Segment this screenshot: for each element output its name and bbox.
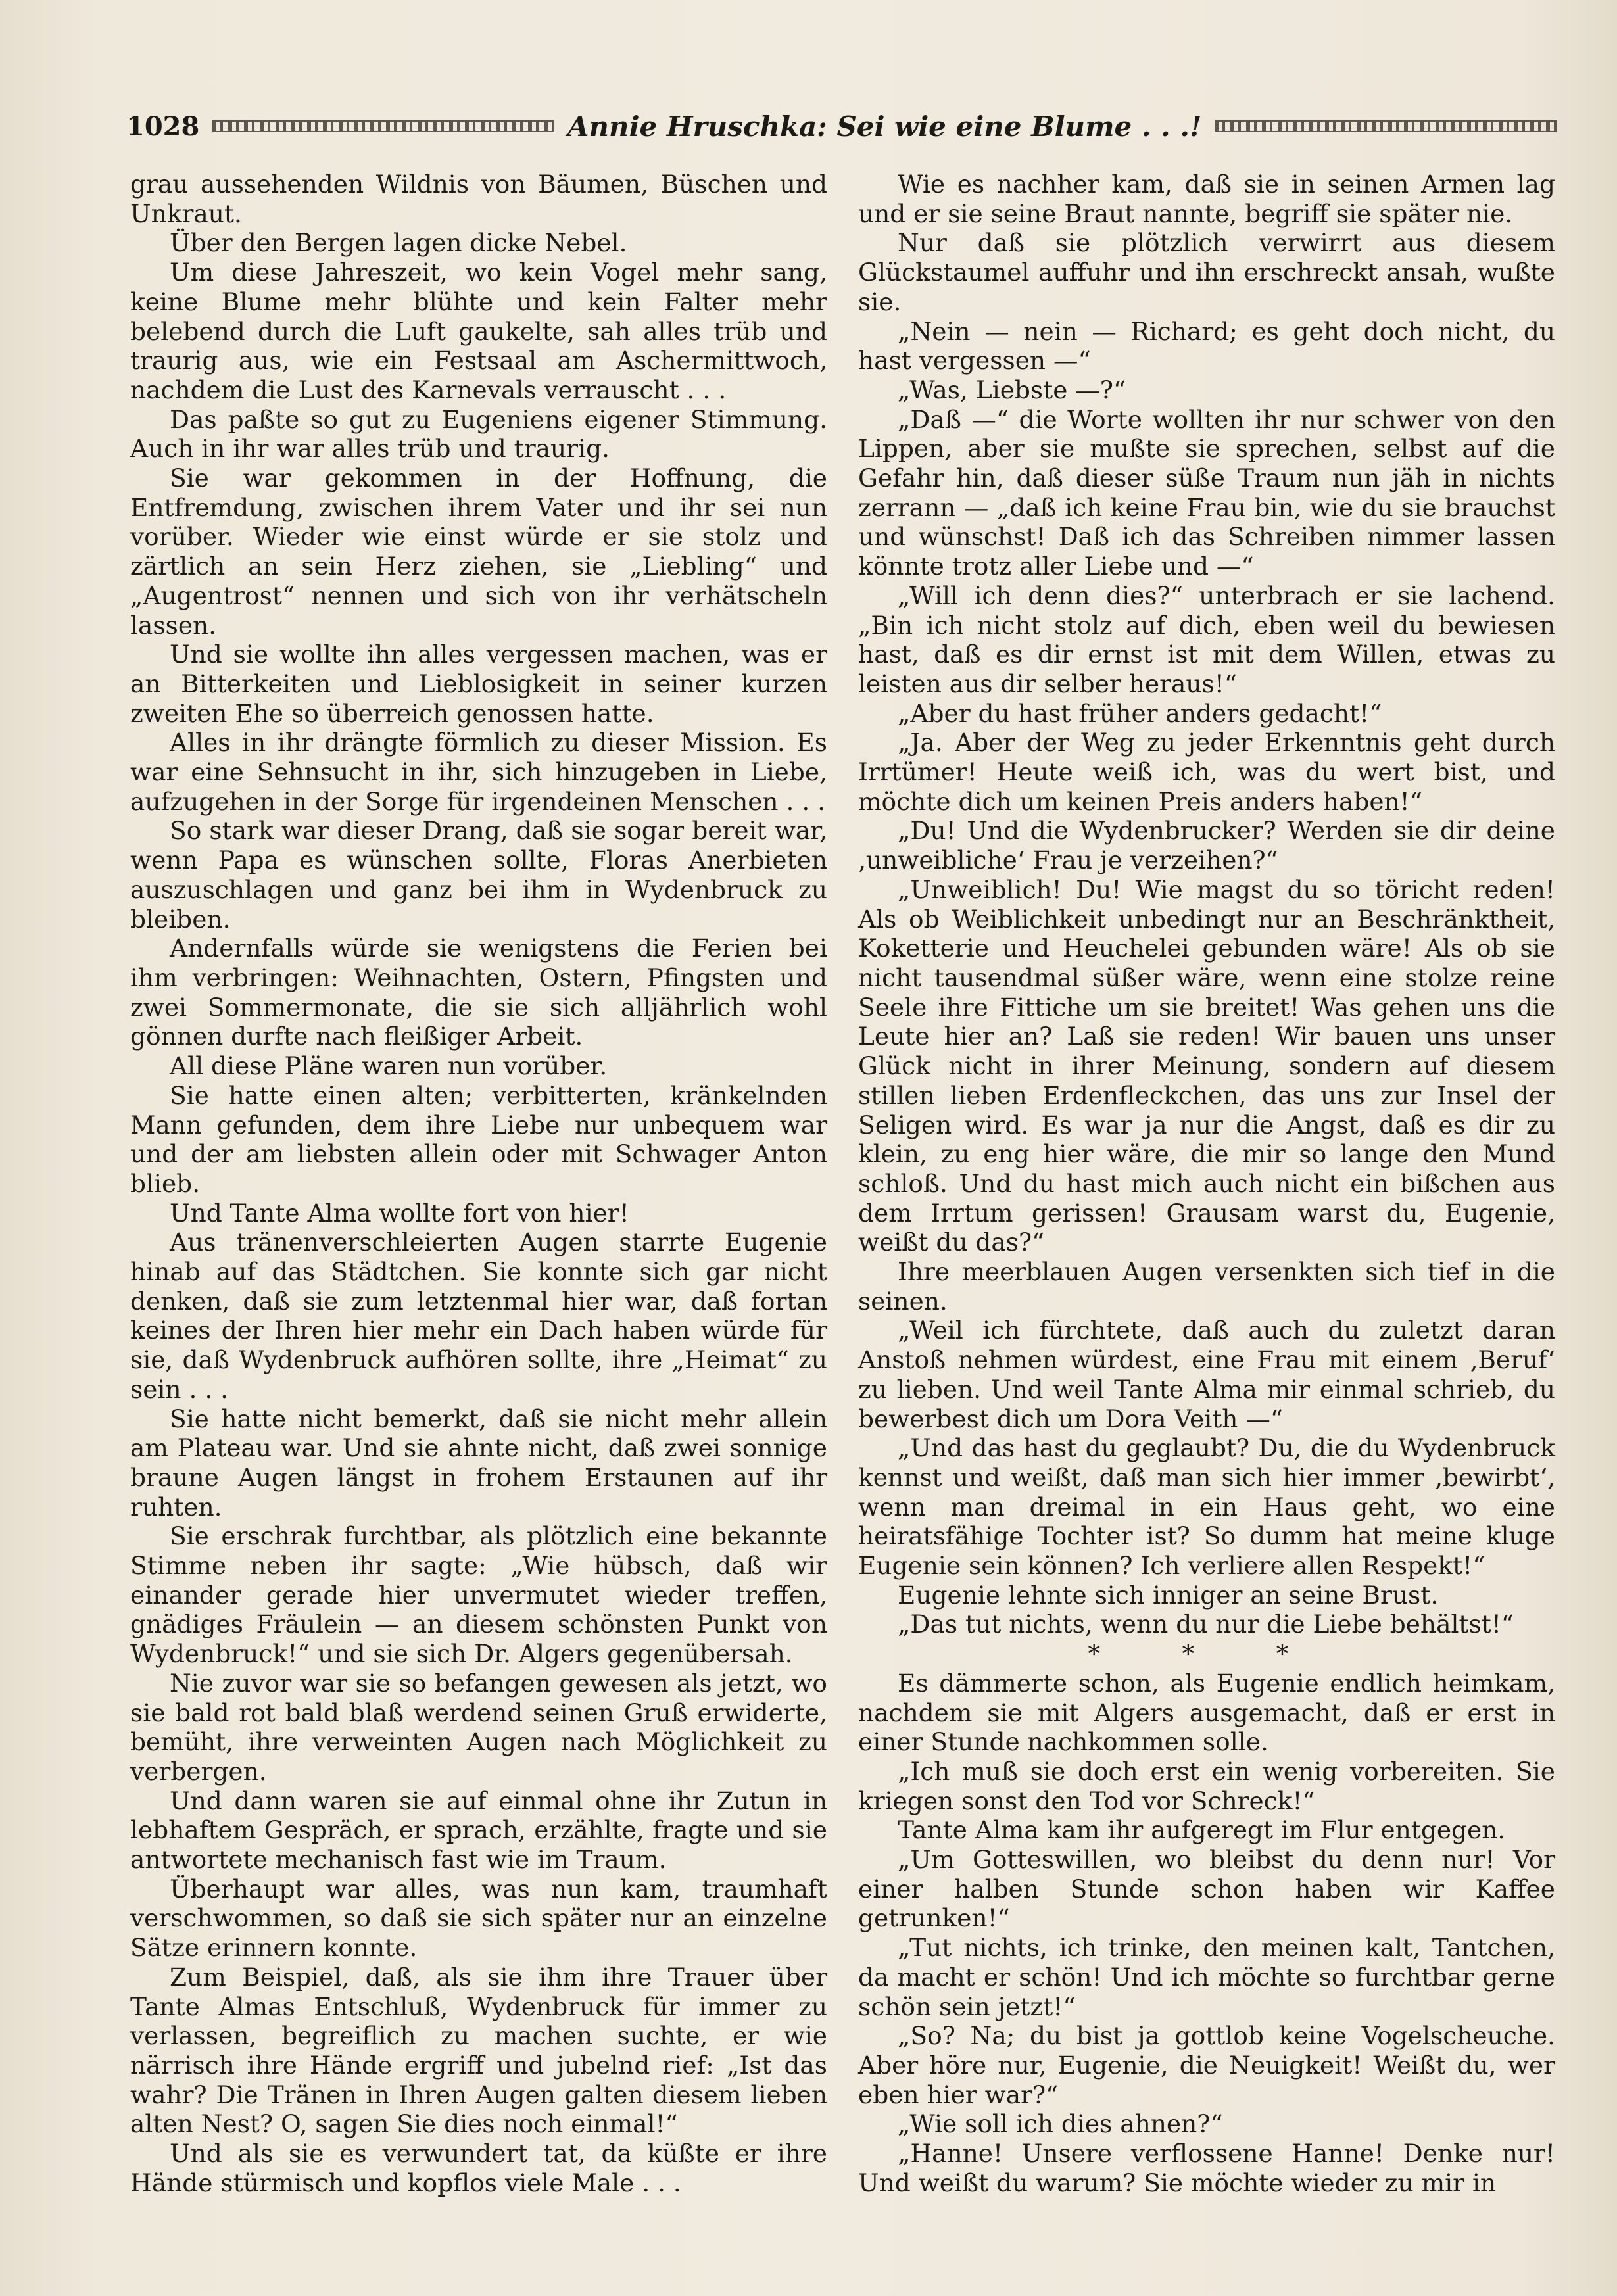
header-ornament-left [212,120,554,132]
paragraph: Alles in ihr drängte förmlich zu dieser Mission. Es war eine Sehnsucht in ihr, sich hinzugeben in Liebe, aufzugehen in der Sorge für irgendeinen Menschen . . . [130,728,827,816]
paragraph: „Ich muß sie doch erst ein wenig vorbereiten. Sie kriegen sonst den Tod vor Schreck!“ [858,1756,1555,1815]
paragraph: „Hanne! Unsere verflossene Hanne! Denke nur! Und weißt du warum? Sie möchte wieder zu mir in [858,2139,1555,2197]
paragraph: grau aussehenden Wildnis von Bäumen, Büschen und Unkraut. [130,170,827,228]
page-header [126,105,1557,147]
paragraph: Das paßte so gut zu Eugeniens eigener Stimmung. Auch in ihr war alles trüb und traurig. [130,404,827,464]
header-ornament-right [1215,120,1557,132]
page-number: 1028 [126,110,200,142]
paragraph: „Aber du hast früher anders gedacht!“ [898,698,1382,728]
right-column [858,170,1555,2198]
paragraph: „Ja. Aber der Weg zu jeder Erkenntnis geht durch Irrtümer! Heute weiß ich, was du wert bist, und möchte dich um keinen Preis anders haben!“ [858,728,1555,816]
left-column [130,170,827,2198]
paragraph: „Unweiblich! Du! Wie magst du so töricht reden! Als ob Weiblichkeit unbedingt nur an Beschränktheit, Koketterie und Heuchelei gebunden wäre! Als ob sie nicht tausendmal süßer wäre, wenn eine stolze reine Seele ihre Fittiche um sie breitet! Was gehen uns die Leute hier an? Laß sie reden! Wir bauen uns unser Glück nicht in ihrer Meinung, sondern auf diesem stillen lieben Erdenfleckchen, das uns zur Insel der Seligen wird. Es war ja nur die Angst, daß es dir zu klein, zu eng hier wäre, die mir so lange den Mund schloß. Und du hast mich auch nicht ein bißchen aus dem Irrtum gerissen! Grausam warst du, Eugenie, weißt du das?“ [858,874,1555,1257]
paragraph: „Will ich denn dies?“ unterbrach er sie lachend. „Bin ich nicht stolz auf dich, eben weil du bewiesen hast, daß es dir ernst ist mit dem Willen, etwas zu leisten aus dir selber heraus!“ [858,581,1555,698]
paragraph: Und Tante Alma wollte fort von hier! [170,1198,629,1228]
paragraph: Es dämmerte schon, als Eugenie endlich heimkam, nachdem sie mit Algers ausgemacht, daß er erst in einer Stunde nachkommen solle. [858,1668,1555,1757]
paragraph: Aus tränenverschleierten Augen starrte Eugenie hinab auf das Städtchen. Sie konnte sich gar nicht denken, daß sie zum letztenmal hier war, daß fortan keines der Ihren hier mehr ein Dach haben würde für sie, daß Wydenbruck aufhören sollte, ihre „Heimat“ zu sein . . . [130,1228,827,1404]
running-title: Annie Hruschka: Sei wie eine Blume . . .! [567,110,1202,143]
paragraph: Und als sie es verwundert tat, da küßte er ihre Hände stürmisch und kopflos viele Male . . . [130,2139,827,2197]
paragraph: Sie war gekommen in der Hoffnung, die Entfremdung, zwischen ihrem Vater und ihr sei nun vorüber. Wieder wie einst würde er sie stolz und zärtlich an sein Herz ziehen, sie „Liebling“ und „Augentrost“ nennen und sich von ihr verhätscheln lassen. [130,464,827,640]
paragraph: Sie hatte nicht bemerkt, daß sie nicht mehr allein am Plateau war. Und sie ahnte nicht, daß zwei sonnige braune Augen längst in frohem Erstaunen auf ihr ruhten. [130,1404,827,1521]
paragraph: Und dann waren sie auf einmal ohne ihr Zutun in lebhaftem Gespräch, er sprach, erzählte, fragte und sie antwortete mechanisch fast wie im Traum. [130,1786,827,1875]
paragraph: Tante Alma kam ihr aufgeregt im Flur entgegen. [898,1815,1506,1845]
paragraph: „So? Na; du bist ja gottlob keine Vogelscheuche. Aber höre nur, Eugenie, die Neuigkeit! Weißt du, wer eben hier war?“ [858,2021,1555,2109]
paragraph: Andernfalls würde sie wenigstens die Ferien bei ihm verbringen: Weihnachten, Ostern, Pfingsten und zwei Sommermonate, die sie sich alljährlich wohl gönnen durfte nach fleißiger Arbeit. [130,934,827,1051]
paragraph: „Das tut nichts, wenn du nur die Liebe behältst!“ [898,1610,1514,1639]
paragraph: Nie zuvor war sie so befangen gewesen als jetzt, wo sie bald rot bald blaß werdend seinen Gruß erwiderte, bemüht, ihre verweinten Augen nach Möglichkeit zu verbergen. [130,1668,827,1786]
paragraph: Und sie wollte ihn alles vergessen machen, was er an Bitterkeiten und Lieblosigkeit in seiner kurzen zweiten Ehe so überreich genossen hatte. [130,640,827,728]
paragraph: „Weil ich fürchtete, daß auch du zuletzt daran Anstoß nehmen würdest, eine Frau mit einem ‚Beruf‘ zu lieben. Und weil Tante Alma mir einmal schrieb, du bewerbest dich um Dora Veith —“ [858,1316,1555,1433]
paragraph: „Um Gotteswillen, wo bleibst du denn nur! Vor einer halben Stunde schon haben wir Kaffee getrunken!“ [858,1845,1555,1933]
paragraph: Sie erschrak furchtbar, als plötzlich eine bekannte Stimme neben ihr sagte: „Wie hübsch, daß wir einander gerade hier unvermutet wieder treffen, gnädiges Fräulein — an diesem schönsten Punkt von Wydenbruck!“ und sie sich Dr. Algers gegenübersah. [130,1521,827,1669]
paragraph: „Tut nichts, ich trinke, den meinen kalt, Tantchen, da macht er schön! Und ich möchte so furchtbar gerne schön sein jetzt!“ [858,1933,1555,2021]
paragraph: Sie hatte einen alten; verbitterten, kränkelnden Mann gefunden, dem ihre Liebe nur unbequem war und der am liebsten allein oder mit Schwager Anton blieb. [130,1080,827,1198]
paragraph: Eugenie lehnte sich inniger an seine Brust. [898,1580,1439,1610]
paragraph: Nur daß sie plötzlich verwirrt aus diesem Glückstaumel auffuhr und ihn erschreckt ansah, wußte sie. [858,228,1555,316]
paragraph: Über den Bergen lagen dicke Nebel. [170,228,627,258]
paragraph: „Daß —“ die Worte wollten ihr nur schwer von den Lippen, aber sie mußte sie sprechen, selbst auf die Gefahr hin, daß dieser süße Traum nun jäh in nichts zerrann — „daß ich keine Frau bin, wie du sie brauchst und wünschst! Daß ich das Schreiben nimmer lassen könnte trotz aller Liebe und —“ [858,404,1555,581]
paragraph: „Wie soll ich dies ahnen?“ [898,2109,1223,2139]
paragraph: „Nein — nein — Richard; es geht doch nicht, du hast vergessen —“ [858,316,1555,375]
paragraph: Überhaupt war alles, was nun kam, traumhaft verschwommen, so daß sie sich später nur an einzelne Sätze erinnern konnte. [130,1874,827,1963]
paragraph: „Was, Liebste —?“ [898,375,1126,404]
paragraph: So stark war dieser Drang, daß sie sogar bereit war, wenn Papa es wünschen sollte, Floras Anerbieten auszuschlagen und ganz bei ihm in Wydenbruck zu bleiben. [130,816,827,934]
paragraph: All diese Pläne waren nun vorüber. [170,1051,608,1081]
paragraph: Ihre meerblauen Augen versenkten sich tief in die seinen. [858,1257,1555,1316]
section-separator: * * * [1088,1639,1326,1669]
paragraph: „Du! Und die Wydenbrucker? Werden sie dir deine ‚unweibliche‘ Frau je verzeihen?“ [858,816,1555,875]
paragraph: Um diese Jahreszeit, wo kein Vogel mehr sang, keine Blume mehr blühte und kein Falter mehr belebend durch die Luft gaukelte, sah alles trüb und traurig aus, wie ein Festsaal am Aschermittwoch, nachdem die Lust des Karnevals verrauscht . . . [130,258,827,404]
paragraph: Zum Beispiel, daß, als sie ihm ihre Trauer über Tante Almas Entschluß, Wydenbruck für immer zu verlassen, begreiflich zu machen suchte, er wie närrisch ihre Hände ergriff und jubelnd rief: „Ist das wahr? Die Tränen in Ihren Augen galten diesem lieben alten Nest? O, sagen Sie dies noch einmal!“ [130,1962,827,2139]
paragraph: „Und das hast du geglaubt? Du, die du Wydenbruck kennst und weißt, daß man sich hier immer ‚bewirbt‘, wenn man dreimal in ein Haus geht, wo eine heiratsfähige Tochter ist? So dumm hat meine kluge Eugenie sein können? Ich verliere allen Respekt!“ [858,1433,1555,1581]
paragraph: Wie es nachher kam, daß sie in seinen Armen lag und er sie seine Braut nannte, begriff sie später nie. [858,170,1555,228]
